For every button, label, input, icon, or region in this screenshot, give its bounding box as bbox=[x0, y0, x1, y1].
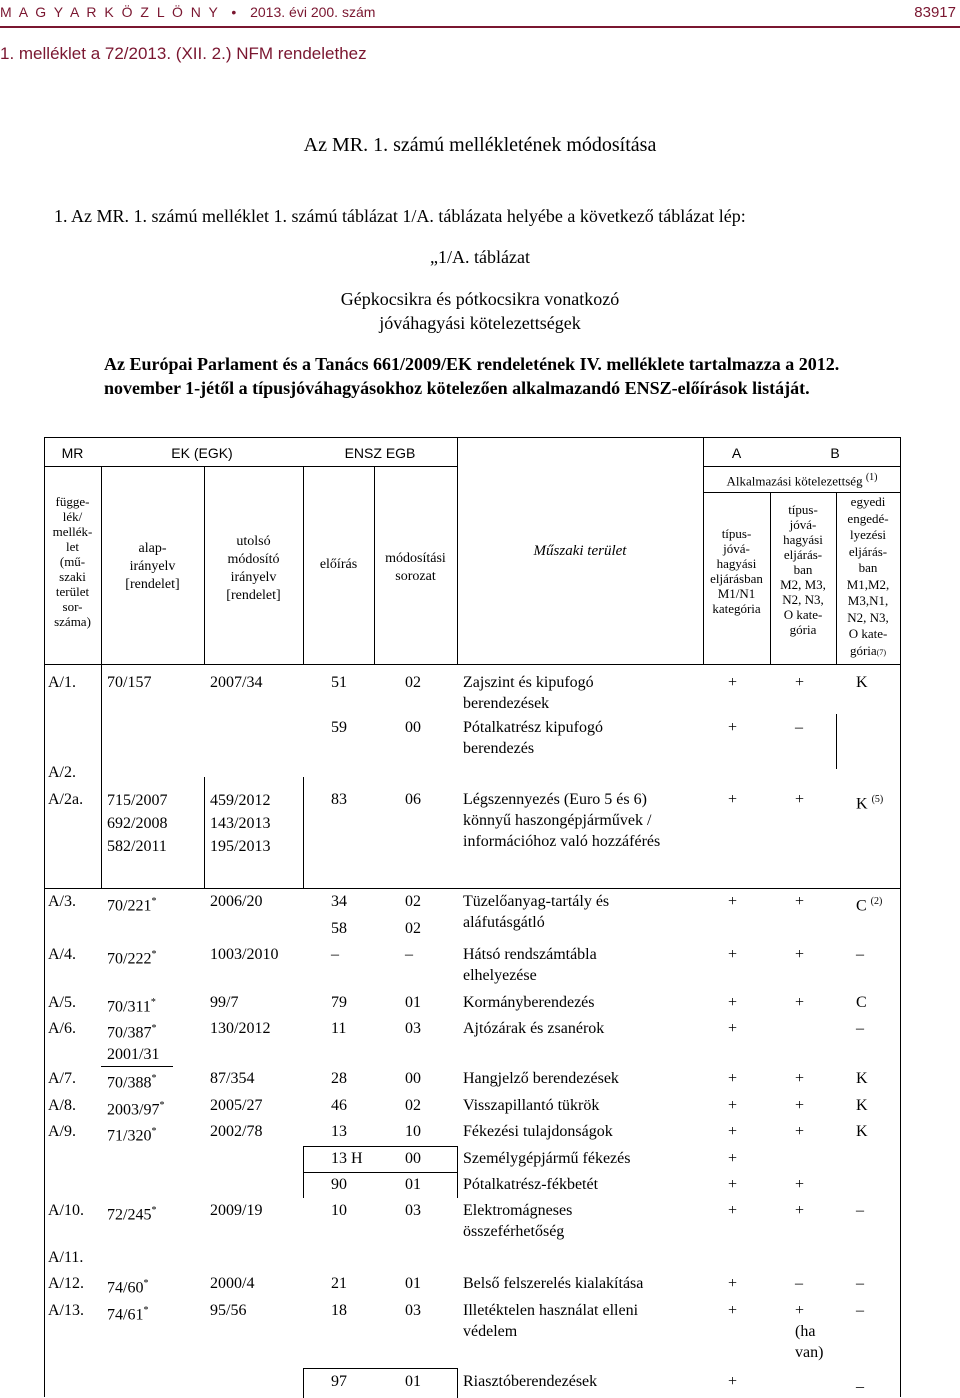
header-bottom-border bbox=[44, 664, 901, 665]
obligation-m2: + bbox=[795, 1097, 805, 1114]
base-directive: 72/245* bbox=[107, 1205, 157, 1224]
base-directive-line: 715/2007 bbox=[107, 792, 168, 809]
last-header-line: módosító bbox=[227, 552, 280, 567]
series-header-line: sorozat bbox=[395, 569, 436, 584]
amendment-series: 01 bbox=[405, 1373, 421, 1390]
footnote-star: * bbox=[150, 997, 156, 1008]
a13-vline-2 bbox=[457, 1368, 458, 1398]
m2-header-line: jóvá- bbox=[789, 517, 817, 532]
base-directive-line: 692/2008 bbox=[107, 815, 168, 832]
a9-divider-2 bbox=[303, 1172, 457, 1173]
base-directive-2: 2001/31 bbox=[107, 1046, 160, 1063]
technical-field-line: könnyű haszongépjárművek / bbox=[463, 812, 652, 829]
subtitle-line-1: Gépkocsikra és pótkocsikra vonatkozó bbox=[340, 289, 620, 309]
obligation-m1n1: + bbox=[728, 1275, 738, 1292]
technical-field-line: berendezések bbox=[463, 695, 550, 712]
obligation-m2-line: (ha bbox=[795, 1323, 816, 1340]
footnote-star: * bbox=[151, 1023, 157, 1034]
amendment-series: – bbox=[405, 946, 413, 963]
amendment-series: 10 bbox=[405, 1123, 421, 1140]
m1n1-header-line: kategória bbox=[712, 601, 761, 616]
obligation-individual: – bbox=[856, 946, 864, 963]
technical-field bbox=[463, 1273, 643, 1294]
base-directive: 2003/97* bbox=[107, 1100, 165, 1119]
row-id: A/10. bbox=[48, 1202, 84, 1219]
m1n1-header-line: jóvá- bbox=[723, 541, 750, 556]
technical-field-line: Személygépjármű fékezés bbox=[463, 1150, 631, 1167]
obligation-individual: – bbox=[856, 1302, 864, 1319]
technical-field-line: Tüzelőanyag-tartály és bbox=[463, 893, 610, 910]
regulation-number: 79 bbox=[331, 994, 347, 1011]
obligation-individual: K $^{(5)}$ bbox=[856, 794, 884, 813]
annex-header-line: (mű- bbox=[59, 554, 86, 569]
indiv-note: (7) bbox=[876, 647, 887, 657]
obligation-m1n1: + bbox=[728, 1097, 738, 1114]
obligation-m2: – bbox=[795, 1275, 803, 1292]
base-directive bbox=[107, 789, 167, 858]
base-directive: 74/61* bbox=[107, 1305, 149, 1324]
obligation-individual: C bbox=[856, 994, 867, 1011]
footnote-star: * bbox=[151, 896, 157, 907]
indiv-lines bbox=[836, 494, 900, 643]
obligation-m2: + bbox=[795, 1070, 805, 1087]
header-reg-col bbox=[303, 557, 374, 572]
header-ek: EK (EGK) bbox=[171, 445, 233, 461]
a6-divider bbox=[101, 1066, 173, 1067]
annex-header-line: let bbox=[66, 539, 79, 554]
obligation-m2-line: + bbox=[795, 1302, 805, 1319]
obligation-m1n1: + bbox=[728, 719, 738, 736]
technical-field bbox=[463, 992, 595, 1013]
m1n1-header-line: M1/N1 bbox=[717, 586, 756, 601]
footnote-star: * bbox=[143, 1278, 149, 1289]
header-last-col bbox=[204, 533, 303, 605]
annex-header-line: lék/ bbox=[62, 509, 83, 524]
row-id: A/13. bbox=[48, 1302, 84, 1319]
last-amendment: 1003/2010 bbox=[210, 946, 279, 963]
last-header-line: [rendelet] bbox=[226, 588, 281, 603]
amendment-series: 00 bbox=[405, 1150, 421, 1167]
amendment-series: 06 bbox=[405, 791, 421, 808]
header-series-col bbox=[374, 550, 457, 586]
last-header-line: irányelv bbox=[230, 570, 277, 585]
obligation-m1n1: + bbox=[728, 1302, 738, 1319]
header-b: B bbox=[830, 445, 840, 461]
reg-header-line: előírás bbox=[319, 557, 358, 572]
body-divider-b bbox=[204, 777, 205, 889]
amendment-series: 02 bbox=[405, 674, 421, 691]
annex-header-line: szaki bbox=[59, 569, 86, 584]
technical-field-line: Hangjelző berendezések bbox=[463, 1070, 619, 1087]
base-directive: 70/311* bbox=[107, 997, 156, 1016]
regulation-number: 46 bbox=[331, 1097, 347, 1114]
regulation-number: 34 bbox=[331, 893, 347, 910]
indiv-header-line: eljárás- bbox=[848, 543, 888, 559]
amendment-series: 01 bbox=[405, 1176, 421, 1193]
indiv-header-line: M1,M2, bbox=[846, 576, 890, 592]
technical-field-line: aláfutásgátló bbox=[463, 914, 545, 931]
row-id: A/4. bbox=[48, 946, 76, 963]
technical-field-line: Pótalkatrész-fékbetét bbox=[463, 1176, 599, 1193]
technical-field-line: Riasztóberendezések bbox=[463, 1373, 598, 1390]
a9-divider-1 bbox=[303, 1146, 457, 1147]
obligation-individual: – bbox=[856, 1020, 864, 1037]
regulation-number: 83 bbox=[331, 791, 347, 808]
last-amendment bbox=[210, 789, 270, 858]
regulation-number: – bbox=[331, 946, 339, 963]
technical-field-line: összeférhetőség bbox=[463, 1223, 565, 1240]
series-header-line: módosítási bbox=[385, 551, 446, 566]
table-right-border bbox=[900, 437, 901, 1397]
footnote-star: * bbox=[151, 1073, 157, 1084]
regulation-number: 97 bbox=[331, 1373, 347, 1390]
amendment-series: 00 bbox=[405, 1070, 421, 1087]
obligation-m1n1: + bbox=[728, 1176, 738, 1193]
obligation-individual: K bbox=[856, 1070, 868, 1087]
obligation-m2: + bbox=[795, 1123, 805, 1140]
subtitle-line-2: jóváhagyási kötelezettségek bbox=[379, 313, 581, 333]
base-directive-line: 582/2011 bbox=[107, 838, 167, 855]
header-m1n1-col bbox=[703, 526, 770, 616]
technical-field-line: Zajszint és kipufogó bbox=[463, 674, 594, 691]
amendment-series: 00 bbox=[405, 719, 421, 736]
last-amendment: 2002/78 bbox=[210, 1123, 263, 1140]
header-annex-col bbox=[44, 494, 101, 629]
issue-label: 2013. évi 200. szám bbox=[250, 4, 376, 20]
obligation-m2: + bbox=[795, 946, 805, 963]
technical-field bbox=[463, 789, 660, 852]
base-header-line: [rendelet] bbox=[125, 577, 180, 592]
row-id: A/8. bbox=[48, 1097, 76, 1114]
header-row-divider bbox=[44, 466, 457, 467]
a13-divider bbox=[303, 1368, 457, 1369]
page-number: 83917 bbox=[914, 4, 956, 21]
regulation-number: 51 bbox=[331, 674, 347, 691]
annex-header-line: függe- bbox=[55, 494, 90, 509]
indiv-header-line: ban bbox=[858, 560, 878, 575]
indiv-last-line bbox=[836, 643, 900, 662]
technical-field bbox=[463, 1300, 638, 1342]
obligation-note: (5) bbox=[871, 794, 884, 805]
technical-field-line: Ajtózárak és zsanérok bbox=[463, 1020, 605, 1037]
technical-field-line: Belső felszerelés kialakítása bbox=[463, 1275, 644, 1292]
base-directive: 70/157 bbox=[107, 674, 152, 691]
regulation-number: 13 bbox=[331, 1123, 347, 1140]
obligation-individual: – bbox=[856, 1202, 864, 1219]
base-directive: 70/222* bbox=[107, 949, 157, 968]
header-ensz: ENSZ EGB bbox=[344, 445, 416, 461]
obligation-individual: K bbox=[856, 674, 868, 691]
technical-field-line: Illetéktelen használat elleni bbox=[463, 1302, 639, 1319]
row-id: A/3. bbox=[48, 893, 76, 910]
obligation-individual: C $^{(2)}$ bbox=[856, 896, 883, 915]
table-top-border bbox=[44, 437, 901, 438]
obligation-m1n1: + bbox=[728, 1150, 738, 1167]
header-m2-col bbox=[770, 502, 836, 637]
indiv-header-line: lyezési bbox=[849, 527, 887, 542]
row-id: A/1. bbox=[48, 674, 76, 691]
base-directive: 71/320* bbox=[107, 1126, 157, 1145]
row-id: A/2a. bbox=[48, 791, 84, 808]
journal-header bbox=[0, 0, 960, 28]
technical-field-line: berendezés bbox=[463, 740, 535, 757]
obligation-m2 bbox=[795, 1300, 823, 1363]
table-subtitle bbox=[0, 287, 960, 335]
obligation-m1n1: + bbox=[728, 946, 738, 963]
m1n1-header-line: eljárásban bbox=[710, 571, 763, 586]
header-base-col bbox=[101, 540, 204, 594]
m2-header-line: M2, M3, bbox=[780, 577, 826, 592]
row-id: A/12. bbox=[48, 1275, 84, 1292]
technical-field-line: Légszennyezés (Euro 5 és 6) bbox=[463, 791, 647, 808]
technical-field-line: információhoz való hozzáférés bbox=[463, 833, 661, 850]
obligation-m1n1: + bbox=[728, 674, 738, 691]
last-amendment: 2005/27 bbox=[210, 1097, 263, 1114]
obligation-note: (1) bbox=[865, 472, 878, 483]
obligation-m2: + bbox=[795, 1176, 805, 1193]
technical-field-line: elhelyezése bbox=[463, 967, 537, 984]
obligation-note: (2) bbox=[870, 896, 883, 907]
base-directive: 74/60* bbox=[107, 1278, 149, 1297]
technical-field bbox=[463, 1018, 604, 1039]
footnote-star: * bbox=[151, 1205, 157, 1216]
obligation-m1n1: + bbox=[728, 791, 738, 808]
indiv-header-line: O kate- bbox=[848, 626, 888, 641]
annex-header-line: száma) bbox=[54, 614, 91, 629]
regulation-number: 21 bbox=[331, 1275, 347, 1292]
annex-header-line: terület bbox=[55, 584, 90, 599]
technical-field bbox=[463, 717, 603, 759]
technical-field bbox=[463, 1148, 630, 1169]
base-header-line: alap- bbox=[138, 541, 167, 556]
indiv-header-line: M3,N1, bbox=[847, 593, 889, 608]
footnote-star: * bbox=[151, 949, 157, 960]
obligation-individual: – bbox=[856, 1275, 864, 1292]
last-amendment-line: 195/2013 bbox=[210, 838, 271, 855]
row-id: A/2. bbox=[48, 764, 76, 781]
last-amendment-line: 143/2013 bbox=[210, 815, 271, 832]
annex-header-line: sor- bbox=[62, 599, 83, 614]
technical-field bbox=[463, 1174, 598, 1195]
obligation-individual: K bbox=[856, 1097, 868, 1114]
technical-field bbox=[463, 1121, 613, 1142]
last-amendment: 2000/4 bbox=[210, 1275, 255, 1292]
a13-vline-1 bbox=[303, 1368, 304, 1398]
base-header-line: irányelv bbox=[129, 559, 176, 574]
regulation-number: 59 bbox=[331, 719, 347, 736]
obligation-m1n1: + bbox=[728, 893, 738, 910]
amendment-series: 02 bbox=[405, 893, 421, 910]
regulation-number: 18 bbox=[331, 1302, 347, 1319]
regulation-number: 58 bbox=[331, 920, 347, 937]
a9-vline-2 bbox=[457, 1146, 458, 1198]
obligation-m2: + bbox=[795, 893, 805, 910]
amendment-series: 03 bbox=[405, 1302, 421, 1319]
row-id: A/7. bbox=[48, 1070, 76, 1087]
technical-field-line: Fékezési tulajdonságok bbox=[463, 1123, 613, 1140]
obligation-m1n1: + bbox=[728, 1123, 738, 1140]
last-header-line: utolsó bbox=[236, 534, 271, 549]
regulation-number: 90 bbox=[331, 1176, 347, 1193]
bold-paragraph: Az Európai Parlament és a Tanács 661/2009/EK rendeletének IV. melléklete tartalmazza a 2012. november 1-jétől a típusjóváhagyásokhoz kötelezően alkalmazandó ENSZ-előírások listáját. bbox=[104, 354, 840, 398]
obligation-m1n1: + bbox=[728, 1020, 738, 1037]
base-directive: 70/221* bbox=[107, 896, 157, 915]
obligation-m1n1: + bbox=[728, 994, 738, 1011]
regulation-number: 10 bbox=[331, 1202, 347, 1219]
journal-name: M A G Y A R K Ö Z L Ö N Y bbox=[0, 4, 220, 20]
footnote-star: * bbox=[159, 1100, 165, 1111]
indiv-last-word: gória bbox=[849, 642, 877, 658]
technical-field-line: Visszapillantó tükrök bbox=[463, 1097, 600, 1114]
m2-header-line: hagyási bbox=[783, 532, 823, 547]
row-id: A/11. bbox=[48, 1249, 84, 1266]
obligation-individual: _ bbox=[856, 1373, 864, 1390]
last-amendment: 2007/34 bbox=[210, 674, 263, 691]
indiv-header-line: engedé- bbox=[847, 510, 889, 526]
m2-header-line: eljárás- bbox=[783, 547, 823, 562]
annex-label: 1. melléklet a 72/2013. (XII. 2.) NFM rendelethez bbox=[0, 44, 367, 63]
m1n1-header-line: típus- bbox=[721, 526, 752, 541]
journal-title bbox=[0, 4, 375, 20]
indiv-header-line: egyedi bbox=[850, 494, 886, 509]
m2-header-line: O kate- bbox=[783, 607, 823, 622]
m2-header-line: N2, N3, bbox=[782, 592, 824, 607]
header-a: A bbox=[731, 445, 742, 461]
obligation-m2: + bbox=[795, 674, 805, 691]
header-bullet: • bbox=[231, 4, 239, 20]
body-divider-c bbox=[303, 777, 304, 889]
m1n1-header-line: hagyási bbox=[716, 556, 757, 571]
last-amendment: 130/2012 bbox=[210, 1020, 271, 1037]
m2-header-line: ban bbox=[793, 562, 813, 577]
amendment-series: 02 bbox=[405, 920, 421, 937]
last-amendment-line: 459/2012 bbox=[210, 792, 271, 809]
obligation-m2: + bbox=[795, 791, 805, 808]
last-amendment: 2009/19 bbox=[210, 1202, 263, 1219]
base-directive: 70/388* bbox=[107, 1073, 157, 1092]
m2-header-line: gória bbox=[789, 622, 817, 637]
amendment-series: 02 bbox=[405, 1097, 421, 1114]
base-directive: 70/387* bbox=[107, 1023, 157, 1042]
technical-field bbox=[463, 1095, 599, 1116]
technical-field bbox=[463, 1371, 597, 1392]
technical-field bbox=[463, 944, 597, 986]
technical-field bbox=[463, 1068, 619, 1089]
footnote-star: * bbox=[151, 1126, 157, 1137]
technical-field-line: Kormányberendezés bbox=[463, 994, 595, 1011]
obligation-m2-line: van) bbox=[795, 1344, 824, 1361]
row-id: A/6. bbox=[48, 1020, 76, 1037]
amendment-series: 01 bbox=[405, 994, 421, 1011]
last-amendment: 2006/20 bbox=[210, 893, 263, 910]
obligation-m2: + bbox=[795, 994, 805, 1011]
regulation-number: 11 bbox=[331, 1020, 347, 1037]
technical-field bbox=[463, 1200, 572, 1242]
last-amendment: 87/354 bbox=[210, 1070, 255, 1087]
header-field-col: Műszaki terület bbox=[533, 543, 627, 559]
obligation-text: Alkalmazási kötelezettség bbox=[726, 473, 863, 489]
table-label: „1/A. táblázat bbox=[430, 247, 530, 267]
technical-field-line: Hátsó rendszámtábla bbox=[463, 946, 597, 963]
obligation-m1n1: + bbox=[728, 1202, 738, 1219]
indiv-header-line: N2, N3, bbox=[847, 609, 889, 625]
obligation-m1n1: + bbox=[728, 1373, 738, 1390]
amendment-series: 03 bbox=[405, 1020, 421, 1037]
technical-field-line: védelem bbox=[463, 1323, 518, 1340]
header-divider bbox=[0, 26, 960, 28]
technical-field-line: Pótalkatrész kipufogó bbox=[463, 719, 603, 736]
regulation-number: 28 bbox=[331, 1070, 347, 1087]
annex-header-line: mellék- bbox=[52, 524, 93, 539]
obligation-m1n1: + bbox=[728, 1070, 738, 1087]
m2-header-line: típus- bbox=[788, 502, 818, 517]
body-divider-a bbox=[101, 664, 102, 889]
technical-field bbox=[463, 672, 594, 714]
obligation-individual: K bbox=[856, 1123, 868, 1140]
obligation-m2: + bbox=[795, 1202, 805, 1219]
technical-field-line: Elektromágneses bbox=[463, 1202, 573, 1219]
regulation-number: 13 H bbox=[331, 1150, 363, 1167]
header-indiv-col bbox=[836, 494, 900, 661]
last-amendment: 95/56 bbox=[210, 1302, 247, 1319]
amendment-series: 03 bbox=[405, 1202, 421, 1219]
row-id: A/5. bbox=[48, 994, 76, 1011]
last-amendment: 99/7 bbox=[210, 994, 239, 1011]
amendment-series: 01 bbox=[405, 1275, 421, 1292]
header-row-divider-right bbox=[703, 466, 901, 467]
footnote-star: * bbox=[143, 1305, 149, 1316]
document-title: Az MR. 1. számú mellékletének módosítása bbox=[303, 134, 657, 156]
technical-field bbox=[463, 891, 609, 933]
obligation-m2: – bbox=[795, 719, 803, 736]
obligation-divider bbox=[703, 492, 901, 493]
header-obligation bbox=[703, 472, 901, 489]
a9-vline-1 bbox=[303, 1146, 304, 1198]
header-mr: MR bbox=[61, 445, 84, 461]
section-divider bbox=[44, 888, 901, 889]
body-divider-d bbox=[836, 714, 837, 769]
intro-paragraph: 1. Az MR. 1. számú melléklet 1. számú táblázat 1/A. táblázata helyébe a következő táblázat lép: bbox=[54, 206, 746, 226]
row-id: A/9. bbox=[48, 1123, 76, 1140]
